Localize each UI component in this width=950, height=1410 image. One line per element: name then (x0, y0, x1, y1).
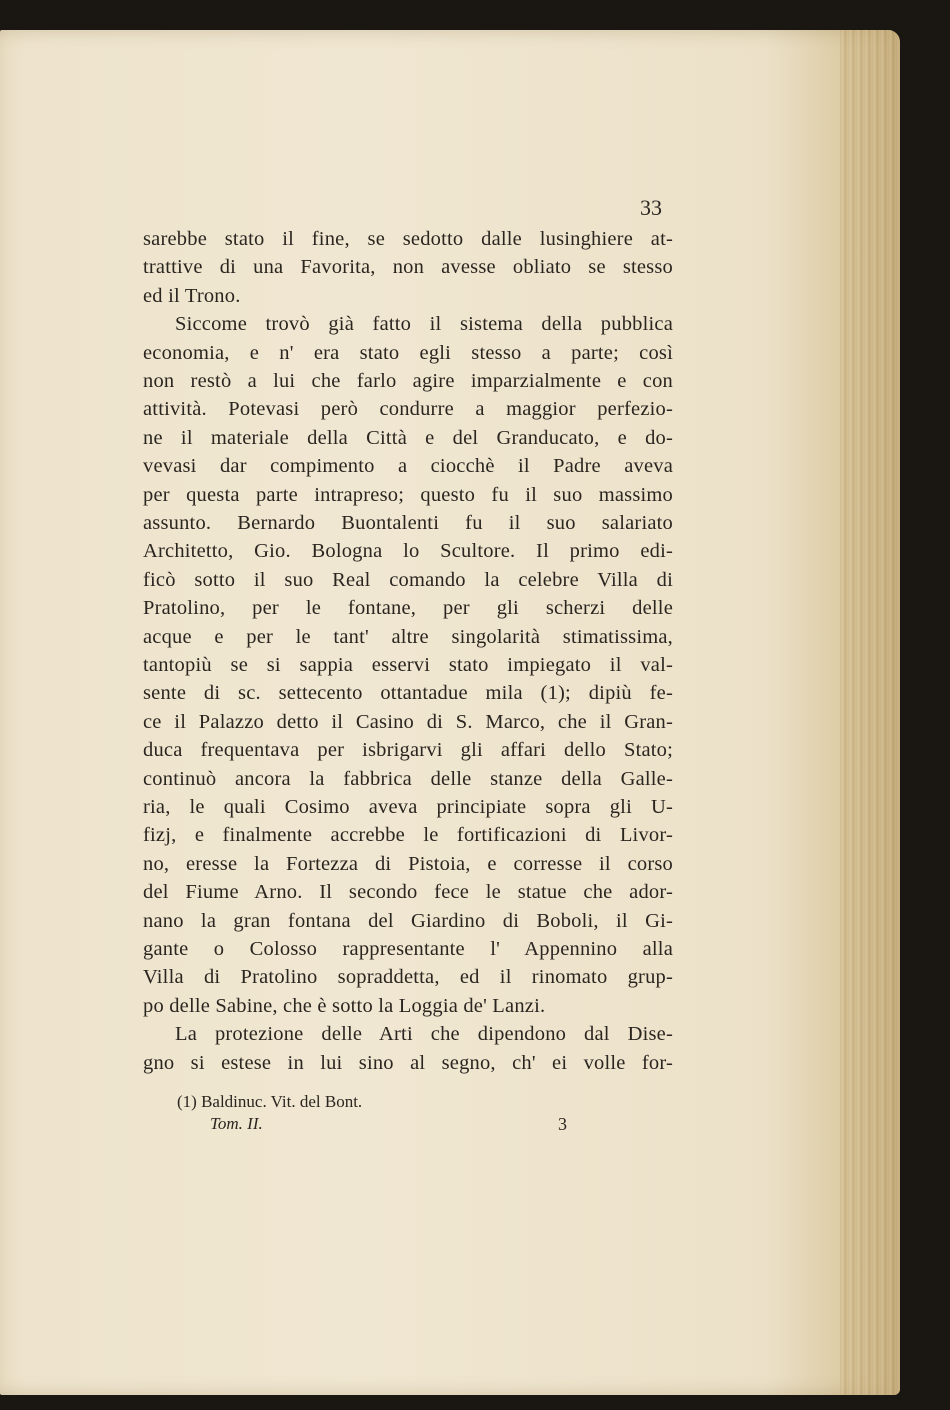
text-line: ce il Palazzo detto il Casino di S. Marco, che il Gran- (143, 710, 673, 733)
text-line: ria, le quali Cosimo aveva principiate sopra gli U- (143, 796, 673, 818)
text-line: per questa parte intrapreso; questo fu il suo massimo (143, 483, 673, 506)
page-edge (840, 30, 900, 1395)
page-number: 33 (640, 195, 662, 220)
text-line: duca frequentava per isbrigarvi gli affari dello Stato; (143, 739, 673, 762)
text-line: economia, e n' era stato egli stesso a parte; così (143, 341, 673, 364)
text-line: sarebbe stato il fine, se sedotto dalle lusinghiere at- (143, 228, 673, 250)
signature-volume: Tom. II. (210, 1114, 263, 1133)
text-line: ed il Trono. (143, 284, 241, 307)
text-line: nano la gran fontana del Giardino di Boboli, il Gi- (143, 909, 673, 932)
text-line: Pratolino, per le fontane, per gli scherzi delle (143, 597, 673, 620)
text-line: Siccome trovò già fatto il sistema della pubblica (175, 313, 673, 336)
text-line: tantopiù se si sappia esservi stato impiegato il val- (143, 654, 673, 676)
text-line: Villa di Pratolino sopraddetta, ed il rinomato grup- (143, 966, 673, 989)
text-line: ficò sotto il suo Real comando la celebre Villa di (143, 568, 673, 591)
text-line: fizj, e finalmente accrebbe le fortificazioni di Livor- (143, 824, 673, 847)
signature-sheet: 3 (558, 1114, 567, 1134)
text-line: no, eresse la Fortezza di Pistoia, e corresse il corso (143, 852, 673, 875)
text-line: sente di sc. settecento ottantadue mila (1); dipiù fe- (143, 682, 673, 705)
text-line: continuò ancora la fabbrica delle stanze della Galle- (143, 767, 673, 790)
text-line: del Fiume Arno. Il secondo fece le statue che ador- (143, 881, 673, 904)
text-line: non restò a lui che farlo agire imparzialmente e con (143, 370, 673, 392)
text-line: Architetto, Gio. Bologna lo Scultore. Il primo edi- (143, 540, 673, 563)
text-line: La protezione delle Arti che dipendono dal Dise- (175, 1023, 673, 1046)
text-line: ne il materiale della Città e del Granducato, e do- (143, 426, 673, 449)
text-line: trattive di una Favorita, non avesse obliato se stesso (143, 256, 673, 279)
text-line: acque e per le tant' altre singolarità stimatissima, (143, 625, 673, 648)
footnote: (1) Baldinuc. Vit. del Bont. (177, 1092, 363, 1111)
text-line: gante o Colosso rappresentante l' Appennino alla (143, 938, 673, 960)
text-line: assunto. Bernardo Buontalenti fu il suo salariato (143, 512, 673, 534)
text-line: po delle Sabine, che è sotto la Loggia de' Lanzi. (143, 994, 546, 1017)
text-line: attività. Potevasi però condurre a maggior perfezio- (143, 398, 673, 421)
text-line: gno si estese in lui sino al segno, ch' ei volle for- (143, 1051, 673, 1074)
text-line: vevasi dar compimento a ciocchè il Padre aveva (143, 455, 673, 478)
